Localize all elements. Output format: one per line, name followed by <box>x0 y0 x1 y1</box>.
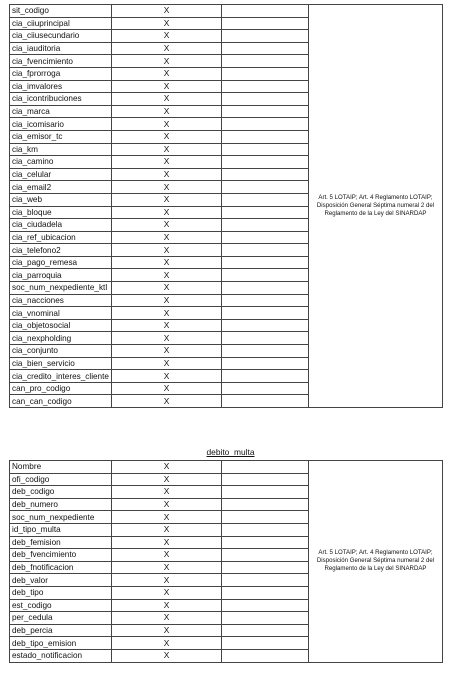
mark-cell: X <box>112 624 222 637</box>
mark-cell: X <box>112 67 222 80</box>
field-name-cell: cia_marca <box>10 105 112 118</box>
mark-cell: X <box>112 307 222 320</box>
mark-cell: X <box>112 498 222 511</box>
empty-cell <box>222 5 309 18</box>
empty-cell <box>222 498 309 511</box>
mark-cell: X <box>112 345 222 358</box>
empty-cell <box>222 332 309 345</box>
legal-basis-note: Art. 5 LOTAIP; Art. 4 Reglamento LOTAIP; Disposición General Séptima numeral 2 del Reglamento de la Ley del SINARDAP <box>309 461 443 663</box>
field-name-cell: deb_codigo <box>10 486 112 499</box>
field-name-cell: cia_icomisario <box>10 118 112 131</box>
field-name-cell: cia_pago_remesa <box>10 256 112 269</box>
field-name-cell: cia_nacciones <box>10 294 112 307</box>
empty-cell <box>222 586 309 599</box>
mark-cell: X <box>112 168 222 181</box>
mark-cell: X <box>112 574 222 587</box>
empty-cell <box>222 307 309 320</box>
mark-cell: X <box>112 549 222 562</box>
mark-cell: X <box>112 332 222 345</box>
field-name-cell: cia_nexpholding <box>10 332 112 345</box>
mark-cell: X <box>112 473 222 486</box>
empty-cell <box>222 168 309 181</box>
empty-cell <box>222 143 309 156</box>
empty-cell <box>222 382 309 395</box>
field-name-cell: cia_imvalores <box>10 80 112 93</box>
empty-cell <box>222 549 309 562</box>
mark-cell: X <box>112 282 222 295</box>
mark-cell: X <box>112 5 222 18</box>
empty-cell <box>222 624 309 637</box>
field-name-cell: deb_numero <box>10 498 112 511</box>
field-name-cell: cia_iauditoria <box>10 42 112 55</box>
table-caption-debito-multa: debito_multa <box>206 447 255 457</box>
mark-cell: X <box>112 244 222 257</box>
mark-cell: X <box>112 294 222 307</box>
empty-cell <box>222 612 309 625</box>
field-name-cell: cia_fvencimiento <box>10 55 112 68</box>
field-name-cell: per_cedula <box>10 612 112 625</box>
empty-cell <box>222 118 309 131</box>
mark-cell: X <box>112 357 222 370</box>
empty-cell <box>222 231 309 244</box>
empty-cell <box>222 181 309 194</box>
empty-cell <box>222 599 309 612</box>
mark-cell: X <box>112 118 222 131</box>
empty-cell <box>222 536 309 549</box>
empty-cell <box>222 461 309 474</box>
mark-cell: X <box>112 536 222 549</box>
empty-cell <box>222 473 309 486</box>
mark-cell: X <box>112 486 222 499</box>
field-name-cell: est_codigo <box>10 599 112 612</box>
field-name-cell: id_tipo_multa <box>10 523 112 536</box>
field-name-cell: cia_celular <box>10 168 112 181</box>
mark-cell: X <box>112 269 222 282</box>
field-name-cell: can_pro_codigo <box>10 382 112 395</box>
field-name-cell: cia_ciiuprincipal <box>10 17 112 30</box>
mark-cell: X <box>112 219 222 232</box>
mark-cell: X <box>112 461 222 474</box>
empty-cell <box>222 395 309 408</box>
field-name-cell: ofi_codigo <box>10 473 112 486</box>
legal-basis-note: Art. 5 LOTAIP; Art. 4 Reglamento LOTAIP; Disposición General Séptima numeral 2 del Reglamento de la Ley del SINARDAP <box>309 5 443 408</box>
empty-cell <box>222 80 309 93</box>
table-row <box>10 461 443 474</box>
field-name-cell: cia_emisor_tc <box>10 130 112 143</box>
field-name-cell: cia_ciudadela <box>10 219 112 232</box>
mark-cell: X <box>112 193 222 206</box>
empty-cell <box>222 370 309 383</box>
field-name-cell: deb_tipo_emision <box>10 637 112 650</box>
field-name-cell: cia_km <box>10 143 112 156</box>
empty-cell <box>222 42 309 55</box>
field-name-cell: soc_num_nexpediente_ktl <box>10 282 112 295</box>
empty-cell <box>222 345 309 358</box>
mark-cell: X <box>112 130 222 143</box>
mark-cell: X <box>112 586 222 599</box>
mark-cell: X <box>112 637 222 650</box>
field-name-cell: cia_credito_interes_cliente <box>10 370 112 383</box>
mark-cell: X <box>112 30 222 43</box>
field-name-cell: deb_fnotificacion <box>10 561 112 574</box>
mark-cell: X <box>112 523 222 536</box>
field-name-cell: cia_email2 <box>10 181 112 194</box>
table-row <box>10 5 443 18</box>
mark-cell: X <box>112 156 222 169</box>
empty-cell <box>222 93 309 106</box>
field-name-cell: deb_valor <box>10 574 112 587</box>
empty-cell <box>222 156 309 169</box>
fields-table-2 <box>9 460 443 663</box>
mark-cell: X <box>112 370 222 383</box>
field-name-cell: cia_conjunto <box>10 345 112 358</box>
mark-cell: X <box>112 93 222 106</box>
field-name-cell: cia_fprorroga <box>10 67 112 80</box>
mark-cell: X <box>112 42 222 55</box>
field-name-cell: sit_codigo <box>10 5 112 18</box>
mark-cell: X <box>112 561 222 574</box>
mark-cell: X <box>112 382 222 395</box>
mark-cell: X <box>112 206 222 219</box>
empty-cell <box>222 637 309 650</box>
mark-cell: X <box>112 599 222 612</box>
fields-table-1 <box>9 4 443 408</box>
mark-cell: X <box>112 395 222 408</box>
empty-cell <box>222 357 309 370</box>
empty-cell <box>222 219 309 232</box>
field-name-cell: cia_parroquia <box>10 269 112 282</box>
field-name-cell: cia_vnominal <box>10 307 112 320</box>
empty-cell <box>222 319 309 332</box>
empty-cell <box>222 511 309 524</box>
field-name-cell: cia_bien_servicio <box>10 357 112 370</box>
mark-cell: X <box>112 649 222 662</box>
empty-cell <box>222 294 309 307</box>
field-name-cell: soc_num_nexpediente <box>10 511 112 524</box>
empty-cell <box>222 206 309 219</box>
field-name-cell: cia_telefono2 <box>10 244 112 257</box>
empty-cell <box>222 193 309 206</box>
mark-cell: X <box>112 80 222 93</box>
field-name-cell: deb_fvencimiento <box>10 549 112 562</box>
empty-cell <box>222 574 309 587</box>
empty-cell <box>222 561 309 574</box>
mark-cell: X <box>112 17 222 30</box>
field-name-cell: Nombre <box>10 461 112 474</box>
empty-cell <box>222 269 309 282</box>
empty-cell <box>222 130 309 143</box>
empty-cell <box>222 30 309 43</box>
field-name-cell: deb_tipo <box>10 586 112 599</box>
field-name-cell: cia_bloque <box>10 206 112 219</box>
empty-cell <box>222 17 309 30</box>
mark-cell: X <box>112 143 222 156</box>
empty-cell <box>222 282 309 295</box>
field-name-cell: deb_percia <box>10 624 112 637</box>
mark-cell: X <box>112 256 222 269</box>
field-name-cell: cia_ciiusecundario <box>10 30 112 43</box>
mark-cell: X <box>112 511 222 524</box>
empty-cell <box>222 649 309 662</box>
field-name-cell: deb_femision <box>10 536 112 549</box>
mark-cell: X <box>112 231 222 244</box>
field-name-cell: cia_web <box>10 193 112 206</box>
mark-cell: X <box>112 55 222 68</box>
field-name-cell: cia_icontribuciones <box>10 93 112 106</box>
field-name-cell: estado_notificacion <box>10 649 112 662</box>
mark-cell: X <box>112 105 222 118</box>
empty-cell <box>222 486 309 499</box>
empty-cell <box>222 67 309 80</box>
field-name-cell: cia_ref_ubicacion <box>10 231 112 244</box>
field-name-cell: cia_objetosocial <box>10 319 112 332</box>
mark-cell: X <box>112 612 222 625</box>
mark-cell: X <box>112 319 222 332</box>
empty-cell <box>222 55 309 68</box>
empty-cell <box>222 244 309 257</box>
mark-cell: X <box>112 181 222 194</box>
empty-cell <box>222 105 309 118</box>
empty-cell <box>222 523 309 536</box>
field-name-cell: can_can_codigo <box>10 395 112 408</box>
field-name-cell: cia_camino <box>10 156 112 169</box>
empty-cell <box>222 256 309 269</box>
